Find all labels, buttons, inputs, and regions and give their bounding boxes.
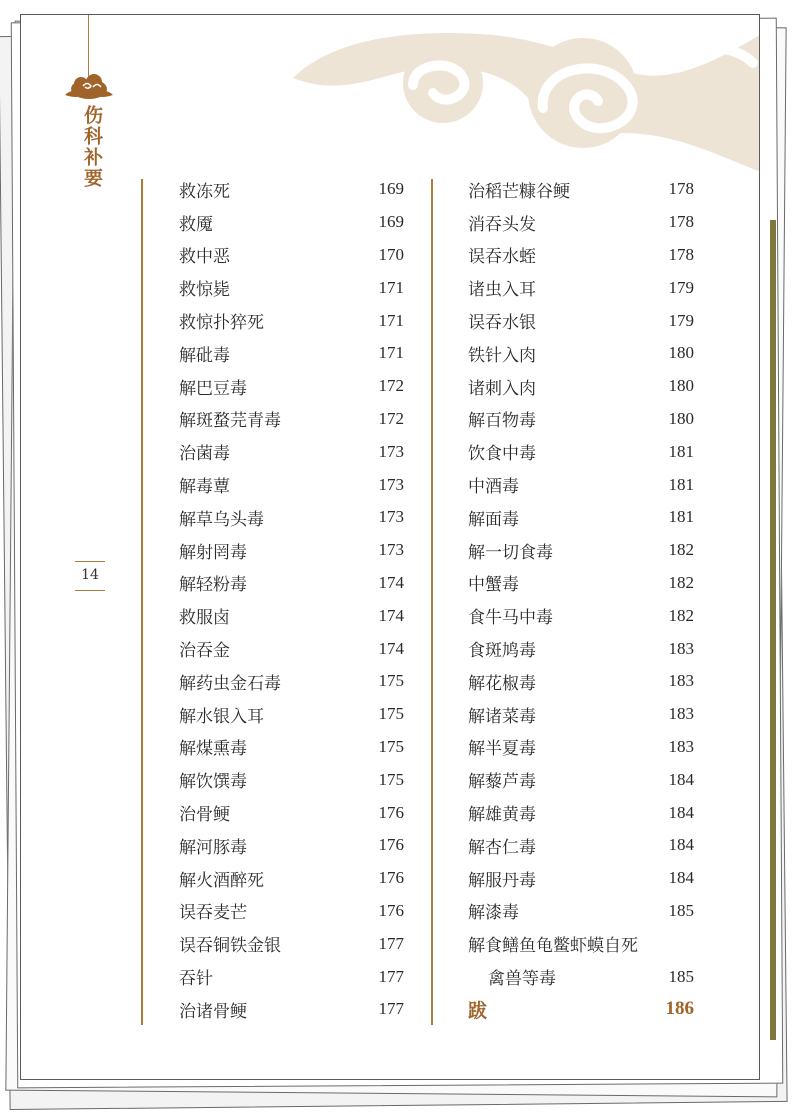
toc-entry-title: 解百物毒: [468, 411, 536, 432]
toc-entry[interactable]: [468, 927, 694, 960]
toc-entry-page: 182: [668, 605, 694, 625]
toc-entry-page: 176: [378, 802, 404, 822]
toc-entry[interactable]: [179, 501, 404, 534]
toc-entry-title: 食牛马中毒: [468, 608, 553, 629]
toc-entry[interactable]: [179, 993, 404, 1026]
toc-entry-title: 解轻粉毒: [179, 575, 247, 596]
toc-entry-title: 解杏仁毒: [468, 837, 536, 858]
toc-entry-page: 175: [378, 671, 404, 691]
toc-entry-page: 173: [378, 507, 404, 527]
toc-entry-title: 解饮馔毒: [179, 772, 247, 793]
toc-entry[interactable]: [468, 763, 694, 796]
toc-entry[interactable]: [468, 796, 694, 829]
toc-entry-page: 172: [378, 408, 404, 428]
toc-entry-page: 184: [668, 835, 694, 855]
column-divider: [141, 179, 143, 1025]
toc-entry-page: 183: [668, 736, 694, 756]
page-number: 14: [75, 561, 105, 591]
toc-entry[interactable]: [179, 829, 404, 862]
toc-entry[interactable]: [468, 173, 694, 206]
toc-entry-title: 救惊扑猝死: [179, 313, 264, 334]
toc-entry-title: 解藜芦毒: [468, 772, 536, 793]
toc-entry[interactable]: [179, 271, 404, 304]
toc-entry-page: 169: [378, 179, 404, 199]
toc-entry[interactable]: [179, 337, 404, 370]
toc-entry[interactable]: [179, 731, 404, 764]
toc-entry[interactable]: [468, 239, 694, 272]
toc-column-right: [468, 173, 694, 1026]
toc-entry-page: 176: [378, 900, 404, 920]
toc-entry[interactable]: [468, 599, 694, 632]
toc-entry[interactable]: [468, 271, 694, 304]
toc-entry-title: 误吞铜铁金银: [179, 936, 281, 957]
toc-entry-title: 跋: [468, 999, 488, 1022]
toc-entry-page: 183: [668, 638, 694, 658]
toc-entry-page: 183: [668, 704, 694, 724]
book-title-vertical: 伤科补要: [81, 105, 103, 189]
toc-entry-page: 180: [668, 343, 694, 363]
toc-entry-page: 170: [378, 244, 404, 264]
toc-entry-page: 175: [378, 736, 404, 756]
back-sheet-edge: [770, 220, 776, 1040]
toc-entry[interactable]: [468, 632, 694, 665]
toc-entry-page: 182: [668, 572, 694, 592]
toc-entry-page: 180: [668, 408, 694, 428]
toc-entry[interactable]: [468, 370, 694, 403]
toc-entry[interactable]: [468, 862, 694, 895]
toc-entry[interactable]: [468, 895, 694, 928]
toc-entry-title: 误吞水银: [468, 313, 536, 334]
toc-entry-page: 177: [378, 999, 404, 1019]
toc-entry[interactable]: [179, 698, 404, 731]
toc-entry[interactable]: [468, 337, 694, 370]
toc-entry-title: 解雄黄毒: [468, 805, 536, 826]
toc-entry[interactable]: [179, 534, 404, 567]
toc-entry-page: 182: [668, 540, 694, 560]
toc-entry-title: 解煤熏毒: [179, 739, 247, 760]
toc-entry-title: 解砒毒: [179, 345, 230, 366]
toc-entry[interactable]: [179, 403, 404, 436]
toc-entry-page: 181: [668, 441, 694, 461]
toc-entry-page: 174: [378, 638, 404, 658]
toc-entry-title: 救魇: [179, 214, 213, 235]
toc-entry-page: 177: [378, 933, 404, 953]
column-divider: [431, 179, 433, 1025]
toc-entry-page: 175: [378, 769, 404, 789]
toc-column-left: [179, 173, 404, 1026]
toc-entry-page: 186: [665, 998, 694, 1020]
toc-entry-page: 181: [668, 474, 694, 494]
toc-entry-title: 救惊毙: [179, 280, 230, 301]
toc-entry[interactable]: [179, 927, 404, 960]
toc-entry-title: 吞针: [179, 969, 213, 990]
toc-entry-title: 中酒毒: [468, 477, 519, 498]
toc-entry-title: 治菌毒: [179, 444, 230, 465]
toc-entry-page: 174: [378, 605, 404, 625]
toc-entry-page: 172: [378, 376, 404, 396]
toc-entry-page: 171: [378, 277, 404, 297]
toc-entry[interactable]: [179, 468, 404, 501]
toc-entry-title: 中蟹毒: [468, 575, 519, 596]
toc-entry[interactable]: [179, 796, 404, 829]
cloud-watermark: [293, 23, 760, 173]
toc-entry-page: 181: [668, 507, 694, 527]
toc-entry-page: 171: [378, 310, 404, 330]
toc-entry[interactable]: [179, 960, 404, 993]
toc-entry[interactable]: [179, 370, 404, 403]
toc-entry-title: 救中恶: [179, 247, 230, 268]
toc-entry-page: 173: [378, 540, 404, 560]
toc-entry-page: 176: [378, 868, 404, 888]
toc-entry-page: 180: [668, 376, 694, 396]
toc-entry[interactable]: [468, 960, 694, 993]
toc-entry-title: 治吞金: [179, 641, 230, 662]
toc-entry-page: 178: [668, 212, 694, 232]
toc-entry-page: 179: [668, 310, 694, 330]
toc-entry[interactable]: [179, 567, 404, 600]
toc-entry-title: 解诸菜毒: [468, 706, 536, 727]
toc-entry[interactable]: [179, 206, 404, 239]
toc-entry[interactable]: [179, 895, 404, 928]
toc-entry-title: 解漆毒: [468, 903, 519, 924]
toc-entry-title: 解服丹毒: [468, 870, 536, 891]
toc-entry-page: 184: [668, 769, 694, 789]
toc-entry-page: 175: [378, 704, 404, 724]
toc-entry[interactable]: [468, 567, 694, 600]
toc-entry-title: 解食鳝鱼龟鳖虾蟆自死: [468, 936, 638, 957]
book-page: [20, 14, 760, 1080]
toc-entry-title: 铁针入肉: [468, 345, 536, 366]
toc-entry[interactable]: [179, 239, 404, 272]
toc-entry-page: 177: [378, 966, 404, 986]
toc-entry-page: 178: [668, 244, 694, 264]
toc-entry-page: 169: [378, 212, 404, 232]
toc-entry[interactable]: [468, 829, 694, 862]
toc-entry[interactable]: [468, 468, 694, 501]
toc-entry-title: 解半夏毒: [468, 739, 536, 760]
toc-entry[interactable]: [468, 304, 694, 337]
toc-entry-title: 解毒蕈: [179, 477, 230, 498]
toc-entry[interactable]: [179, 435, 404, 468]
toc-entry-page: 185: [668, 966, 694, 986]
toc-entry[interactable]: [468, 403, 694, 436]
toc-entry[interactable]: [468, 435, 694, 468]
toc-entry-title: 误吞水蛭: [468, 247, 536, 268]
toc-entry[interactable]: [179, 862, 404, 895]
toc-entry-title: 解草乌头毒: [179, 509, 264, 530]
toc-entry[interactable]: [468, 731, 694, 764]
toc-entry-title: 解一切食毒: [468, 542, 553, 563]
toc-entry-title: 解河豚毒: [179, 837, 247, 858]
toc-entry-title: 解巴豆毒: [179, 378, 247, 399]
toc-entry-page: 174: [378, 572, 404, 592]
toc-entry[interactable]: [179, 599, 404, 632]
toc-entry[interactable]: [468, 501, 694, 534]
toc-entry-page: 183: [668, 671, 694, 691]
toc-entry[interactable]: [468, 698, 694, 731]
toc-entry-title: 救冻死: [179, 181, 230, 202]
toc-entry-title: 解斑蝥芫青毒: [179, 411, 281, 432]
toc-entry-title: 解面毒: [468, 509, 519, 530]
toc-entry-title: 诸虫入耳: [468, 280, 536, 301]
toc-entry-title: 消吞头发: [468, 214, 536, 235]
toc-entry-title: 治诸骨鲠: [179, 1001, 247, 1022]
toc-entry-title: 解射罔毒: [179, 542, 247, 563]
toc-entry-page: 178: [668, 179, 694, 199]
toc-entry-page: 171: [378, 343, 404, 363]
decorative-line: [88, 15, 89, 77]
toc-entry-page: 184: [668, 868, 694, 888]
toc-entry-title: 诸刺入肉: [468, 378, 536, 399]
toc-entry[interactable]: [179, 665, 404, 698]
toc-entry-title: 禽兽等毒: [488, 969, 556, 990]
auspicious-cloud-icon: [63, 73, 115, 103]
toc-entry[interactable]: [468, 993, 694, 1026]
toc-entry-page: 184: [668, 802, 694, 822]
toc-entry[interactable]: [179, 304, 404, 337]
toc-entry-page: 173: [378, 441, 404, 461]
toc-entry-title: 解水银入耳: [179, 706, 264, 727]
toc-entry-page: 176: [378, 835, 404, 855]
toc-entry-page: 185: [668, 900, 694, 920]
toc-entry[interactable]: [179, 173, 404, 206]
toc-entry-title: 解药虫金石毒: [179, 673, 281, 694]
toc-entry[interactable]: [468, 534, 694, 567]
toc-entry-title: 治稻芒糠谷鲠: [468, 181, 570, 202]
toc-entry-title: 误吞麦芒: [179, 903, 247, 924]
toc-entry-title: 救服卤: [179, 608, 230, 629]
toc-entry[interactable]: [179, 763, 404, 796]
toc-entry[interactable]: [179, 632, 404, 665]
toc-entry-page: 173: [378, 474, 404, 494]
toc-entry-title: 饮食中毒: [468, 444, 536, 465]
toc-entry-title: 食斑鸠毒: [468, 641, 536, 662]
toc-entry-title: 解火酒醉死: [179, 870, 264, 891]
toc-entry[interactable]: [468, 665, 694, 698]
toc-entry[interactable]: [468, 206, 694, 239]
toc-entry-title: 解花椒毒: [468, 673, 536, 694]
toc-entry-page: 179: [668, 277, 694, 297]
toc-entry-title: 治骨鲠: [179, 805, 230, 826]
